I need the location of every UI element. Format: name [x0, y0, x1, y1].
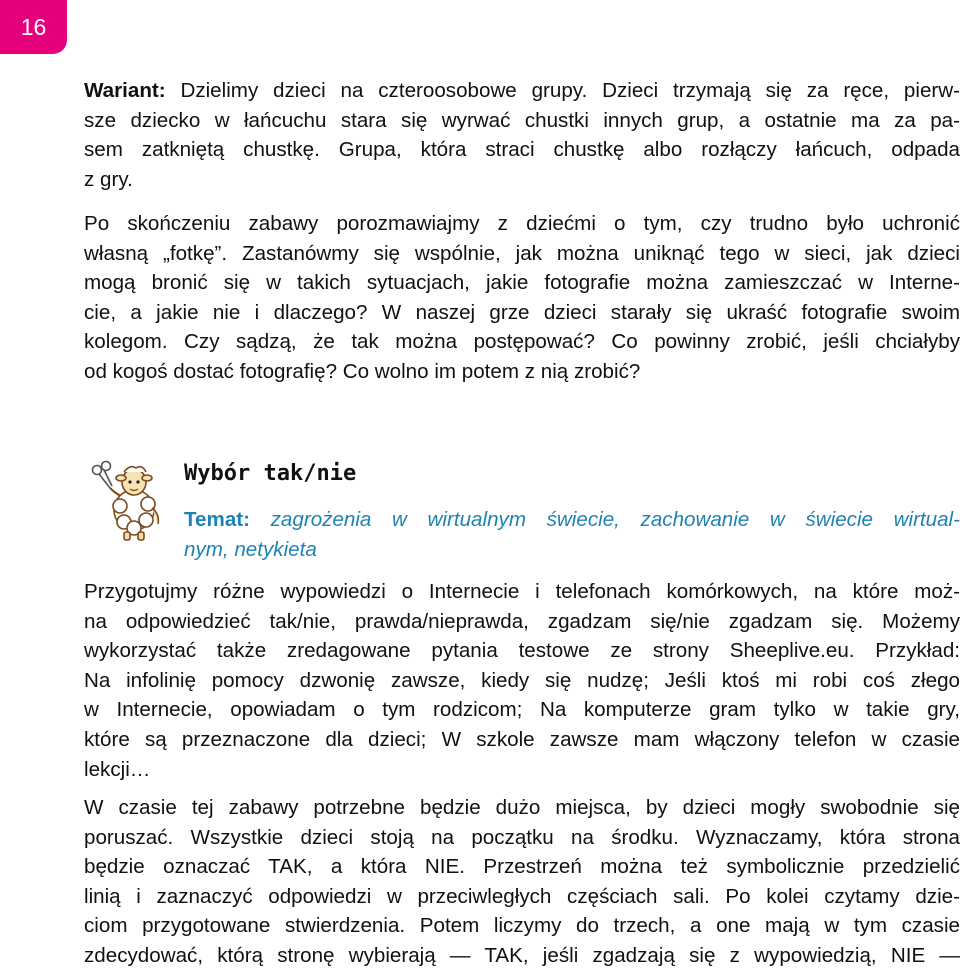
instructions-paragraph [84, 577, 960, 784]
variant-paragraph [84, 76, 960, 194]
discussion-line: kolegom. Czy sądzą, że tak można postępować? Co powinny zrobić, jeśli chciałyby [84, 330, 960, 354]
discussion-line: mogą bronić się w takich sytuacjach, jakie fotografie można zamieszczać w Interne- [84, 271, 960, 295]
topic-line: nym, netykieta [184, 537, 317, 561]
instructions-line: Na infolinię pomocy dzwonię zawsze, kiedy się nudzę; Jeśli ktoś mi robi coś złego [84, 668, 960, 692]
topic-line [184, 505, 960, 535]
topic-text: zagrożenia w wirtualnym świecie, zachowanie w świecie wirtual- [249, 508, 960, 531]
sheep-with-scissors-icon [88, 458, 168, 542]
page-number-badge [0, 0, 67, 54]
instructions-line: Przygotujmy różne wypowiedzi o Internecie i telefonach komórkowych, na które moż- [84, 580, 960, 603]
variant-label: Wariant: [84, 79, 166, 102]
game-topic [184, 505, 960, 564]
discussion-line: od kogoś dostać fotografię? Co wolno im potem z nią zrobić? [84, 359, 641, 383]
rules-paragraph [84, 793, 960, 971]
rules-line: zdecydować, którą stronę wybierają — TAK, jeśli zgadzają się z wypowiedzią, NIE — [84, 943, 960, 967]
rules-line: ciom przygotowane stwierdzenia. Potem liczymy do trzech, a one mają w tym czasie [84, 914, 960, 938]
game-title: Wybór tak/nie [184, 461, 357, 486]
discussion-line: własną „fotkę”. Zastanówmy się wspólnie, jak można uniknąć tego w sieci, jak dzieci [84, 241, 960, 265]
rules-line: W czasie tej zabawy potrzebne będzie dużo miejsca, by dzieci mogły swobodnie się [84, 796, 960, 819]
variant-text: Dzielimy dzieci na czteroosobowe grupy. Dzieci trzymają się za ręce, pierw- [165, 79, 960, 102]
rules-line: będzie oznaczać TAK, a która NIE. Przestrzeń można też symbolicznie przedzielić [84, 855, 960, 879]
discussion-paragraph [84, 209, 960, 387]
game-header [84, 452, 960, 568]
variant-line: sem zatkniętą chustkę. Grupa, która straci chustkę albo rozłączy łańcuch, odpada [84, 138, 960, 162]
variant-line: z gry. [84, 167, 133, 191]
instructions-line: które są przeznaczone dla dzieci; W szkole zawsze mam włączony telefon w czasie [84, 727, 960, 751]
instructions-line: wykorzystać także zredagowane pytania testowe ze strony Sheeplive.eu. Przykład: [84, 639, 960, 663]
rules-line: poruszać. Wszystkie dzieci stoją na początku na środku. Wyznaczamy, która strona [84, 825, 960, 849]
instructions-line: w Internecie, opowiadam o tym rodzicom; Na komputerze gram tylko w takie gry, [84, 698, 960, 722]
variant-line [84, 76, 960, 106]
discussion-line: cie, a jakie nie i dlaczego? W naszej grze dzieci starały się ukraść fotografie swoim [84, 300, 960, 324]
variant-line: sze dziecko w łańcuchu stara się wyrwać chustki innych grup, a ostatnie ma za pa- [84, 108, 960, 132]
topic-label: Temat: [184, 508, 250, 531]
page-number: 16 [20, 14, 47, 40]
instructions-line: lekcji… [84, 757, 151, 781]
discussion-line: Po skończeniu zabawy porozmawiajmy z dziećmi o tym, czy trudno było uchronić [84, 212, 960, 235]
rules-line: linią i zaznaczyć odpowiedzi w przeciwległych częściach sali. Po kolei czytamy dzie- [84, 884, 960, 908]
instructions-line: na odpowiedzieć tak/nie, prawda/nieprawda, zgadzam się/nie zgadzam się. Możemy [84, 609, 960, 633]
